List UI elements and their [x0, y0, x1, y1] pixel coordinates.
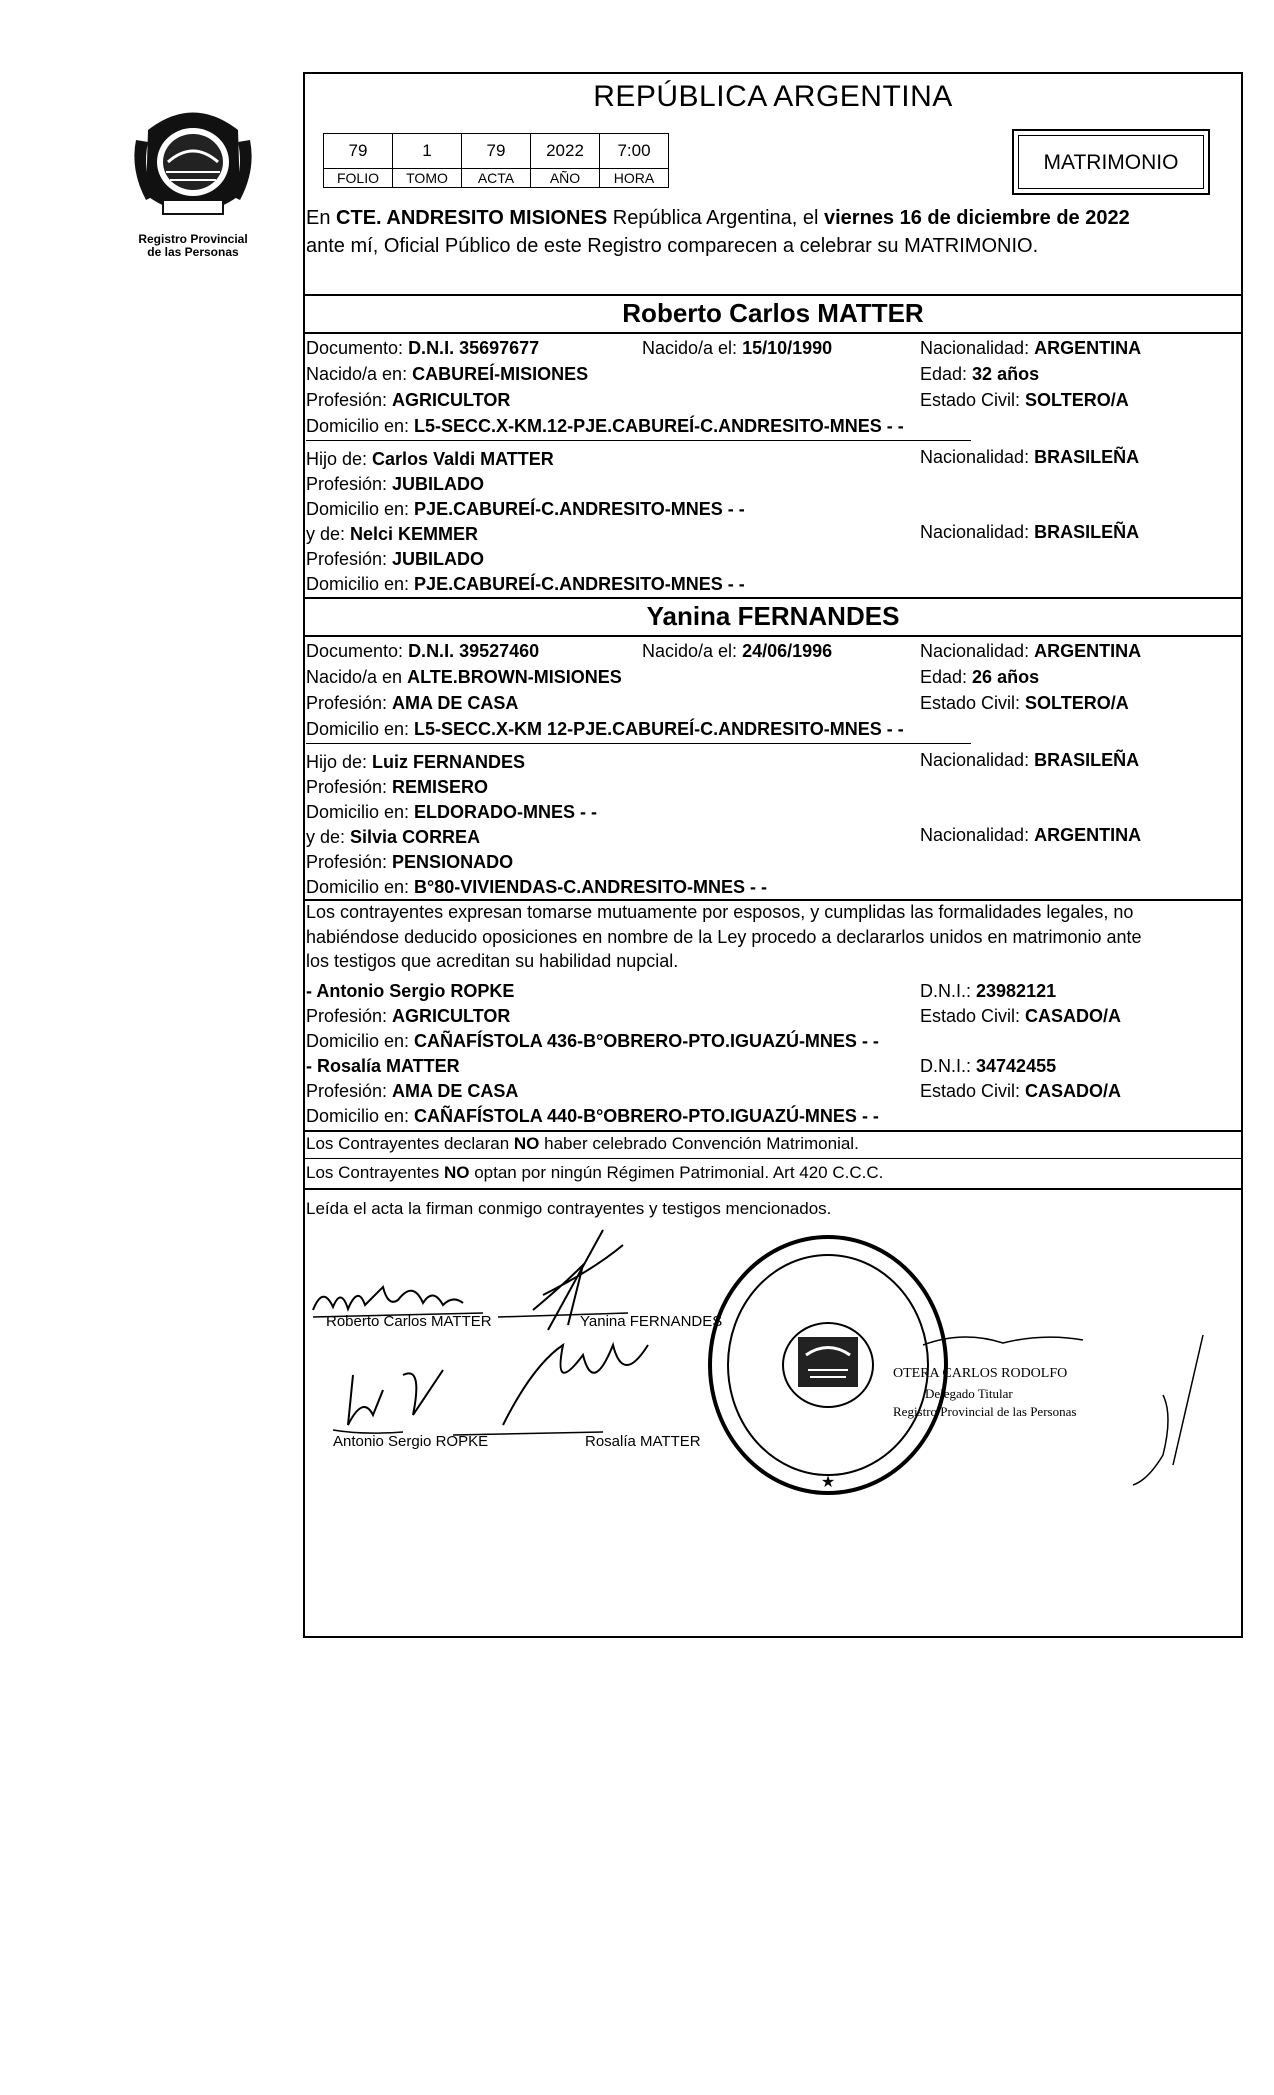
- spouse1-mother-profession: Profesión: JUBILADO: [306, 549, 485, 569]
- witness2-civil-status: Estado Civil: CASADO/A: [920, 1081, 1122, 1101]
- tomo-label: TOMO: [393, 169, 462, 188]
- year-value: 2022: [531, 134, 600, 169]
- spouse1-document: Documento: D.N.I. 35697677: [306, 338, 540, 358]
- divider: [303, 1130, 1243, 1132]
- registry-label-line2: de las Personas: [147, 245, 239, 259]
- signature-scribble: [313, 1287, 463, 1310]
- signature-scribble: [503, 1345, 648, 1425]
- spouse2-father-nationality: Nacionalidad: BRASILEÑA: [920, 750, 1140, 770]
- spouse2-father-profession: Profesión: REMISERO: [306, 777, 489, 797]
- tomo-value: 1: [393, 134, 462, 169]
- registry-label-line1: Registro Provincial: [138, 232, 248, 246]
- declaration-text: [306, 900, 1236, 974]
- witness1-civil-status: Estado Civil: CASADO/A: [920, 1006, 1122, 1026]
- registry-label: [118, 233, 268, 259]
- closing-text: Leída el acta la firman conmigo contrayentes y testigos mencionados.: [306, 1199, 832, 1218]
- intro-prefix: En: [306, 207, 337, 229]
- divider: [306, 743, 971, 744]
- spouse1-civil-status: Estado Civil: SOLTERO/A: [920, 390, 1129, 410]
- acta-label: ACTA: [462, 169, 531, 188]
- declaration-line3: los testigos que acreditan su habilidad nupcial.: [306, 951, 679, 971]
- spouse2-birthdate: Nacido/a el: 24/06/1996: [642, 641, 833, 661]
- spouse2-nationality: Nacionalidad: ARGENTINA: [920, 641, 1142, 661]
- spouse2-mother-profession: Profesión: PENSIONADO: [306, 852, 514, 872]
- signature-label-witness1: Antonio Sergio ROPKE: [333, 1433, 489, 1450]
- spouse1-father-profession: Profesión: JUBILADO: [306, 474, 485, 494]
- signature-scribble: [348, 1370, 443, 1425]
- spouse2-mother: y de: Silvia CORREA: [306, 827, 481, 847]
- intro-date: viernes 16 de diciembre de 2022: [824, 207, 1130, 229]
- spouse2-profession: Profesión: AMA DE CASA: [306, 693, 519, 713]
- act-type: MATRIMONIO: [1018, 135, 1204, 189]
- spouse2-mother-nationality: Nacionalidad: ARGENTINA: [920, 825, 1142, 845]
- witness1-name: - Antonio Sergio ROPKE: [306, 981, 515, 1001]
- regime-line1: Los Contrayentes declaran NO haber celebrado Convención Matrimonial.: [306, 1134, 859, 1153]
- signature-label-witness2: Rosalía MATTER: [585, 1433, 701, 1450]
- spouse2-birthplace: Nacido/a en ALTE.BROWN-MISIONES: [306, 667, 622, 687]
- spouse2-age: Edad: 26 años: [920, 667, 1040, 687]
- declaration-line1: Los contrayentes expresan tomarse mutuamente por esposos, y cumplidas las formalidades legales, no: [306, 902, 1134, 922]
- spouse2-civil-status: Estado Civil: SOLTERO/A: [920, 693, 1129, 713]
- spouse1-mother-address: Domicilio en: PJE.CABUREÍ-C.ANDRESITO-MNES - -: [306, 574, 745, 594]
- divider: [303, 294, 1243, 296]
- registry-emblem: [128, 100, 258, 230]
- witness1-address: Domicilio en: CAÑAFÍSTOLA 436-B°OBRERO-PTO.IGUAZÚ-MNES - -: [306, 1031, 879, 1051]
- spouse1-mother-nationality: Nacionalidad: BRASILEÑA: [920, 522, 1140, 542]
- folio-label: FOLIO: [324, 169, 393, 188]
- witness2-profession: Profesión: AMA DE CASA: [306, 1081, 519, 1101]
- spouse1-mother: y de: Nelci KEMMER: [306, 524, 479, 544]
- year-label: AÑO: [531, 169, 600, 188]
- spouse2-address: Domicilio en: L5-SECC.X-KM 12-PJE.CABUREÍ-C.ANDRESITO-MNES - -: [306, 719, 904, 739]
- divider: [303, 1188, 1243, 1190]
- spouse1-address: Domicilio en: L5-SECC.X-KM.12-PJE.CABUREÍ-C.ANDRESITO-MNES - -: [306, 416, 904, 436]
- spouse1-nationality: Nacionalidad: ARGENTINA: [920, 338, 1142, 358]
- witness2-address: Domicilio en: CAÑAFÍSTOLA 440-B°OBRERO-PTO.IGUAZÚ-MNES - -: [306, 1106, 879, 1126]
- folio-value: 79: [324, 134, 393, 169]
- divider: [303, 332, 1243, 334]
- spouse2-father: Hijo de: Luiz FERNANDES: [306, 752, 526, 772]
- intro-line2: ante mí, Oficial Público de este Registro comparecen a celebrar su MATRIMONIO.: [306, 235, 1039, 257]
- acta-value: 79: [462, 134, 531, 169]
- spouse1-profession: Profesión: AGRICULTOR: [306, 390, 511, 410]
- witness2-name: - Rosalía MATTER: [306, 1056, 460, 1076]
- divider: [303, 635, 1243, 637]
- certificate-title: REPÚBLICA ARGENTINA: [593, 80, 953, 113]
- official-name: OTERA CARLOS RODOLFO: [893, 1366, 1068, 1381]
- spouse2-father-address: Domicilio en: ELDORADO-MNES - -: [306, 802, 598, 822]
- divider: [306, 440, 971, 441]
- spouse1-father: Hijo de: Carlos Valdi MATTER: [306, 449, 554, 469]
- signature-label-spouse1: Roberto Carlos MATTER: [326, 1313, 492, 1330]
- spouse2-mother-address: Domicilio en: B°80-VIVIENDAS-C.ANDRESITO-MNES - -: [306, 877, 767, 897]
- intro-place: CTE. ANDRESITO MISIONES: [336, 207, 608, 229]
- signature-label-spouse2: Yanina FERNANDES: [580, 1313, 723, 1330]
- official-seal: [710, 1237, 946, 1493]
- signatures-area: [303, 1225, 1243, 1495]
- spouse2-name: Yanina FERNANDES: [646, 601, 900, 631]
- spouse1-father-address: Domicilio en: PJE.CABUREÍ-C.ANDRESITO-MNES - -: [306, 499, 745, 519]
- witness2-dni: D.N.I.: 34742455: [920, 1056, 1057, 1076]
- spouse2-document: Documento: D.N.I. 39527460: [306, 641, 540, 661]
- spouse1-name: Roberto Carlos MATTER: [622, 298, 924, 328]
- witness1-profession: Profesión: AGRICULTOR: [306, 1006, 511, 1026]
- svg-text:★: ★: [820, 1472, 836, 1491]
- intro-text: [306, 204, 1236, 260]
- official-title: Delegado Titular: [925, 1386, 1013, 1401]
- spouse1-birthplace: Nacido/a en: CABUREÍ-MISIONES: [306, 364, 589, 384]
- spouse1-birthdate: Nacido/a el: 15/10/1990: [642, 338, 833, 358]
- registration-table: [323, 133, 669, 188]
- witness1-dni: D.N.I.: 23982121: [920, 981, 1057, 1001]
- divider: [303, 597, 1243, 599]
- spouse1-father-nationality: Nacionalidad: BRASILEÑA: [920, 447, 1140, 467]
- intro-middle: República Argentina, el: [607, 207, 824, 229]
- divider: [303, 1158, 1243, 1159]
- spouse1-age: Edad: 32 años: [920, 364, 1040, 384]
- hour-value: 7:00: [600, 134, 669, 169]
- regime-line2: Los Contrayentes NO optan por ningún Régimen Patrimonial. Art 420 C.C.C.: [306, 1163, 884, 1182]
- declaration-line2: habiéndose deducido oposiciones en nombre de la Ley procedo a declararlos unidos en matrimonio ante: [306, 926, 1142, 947]
- official-org: Registro Provincial de las Personas: [893, 1404, 1077, 1419]
- hour-label: HORA: [600, 169, 669, 188]
